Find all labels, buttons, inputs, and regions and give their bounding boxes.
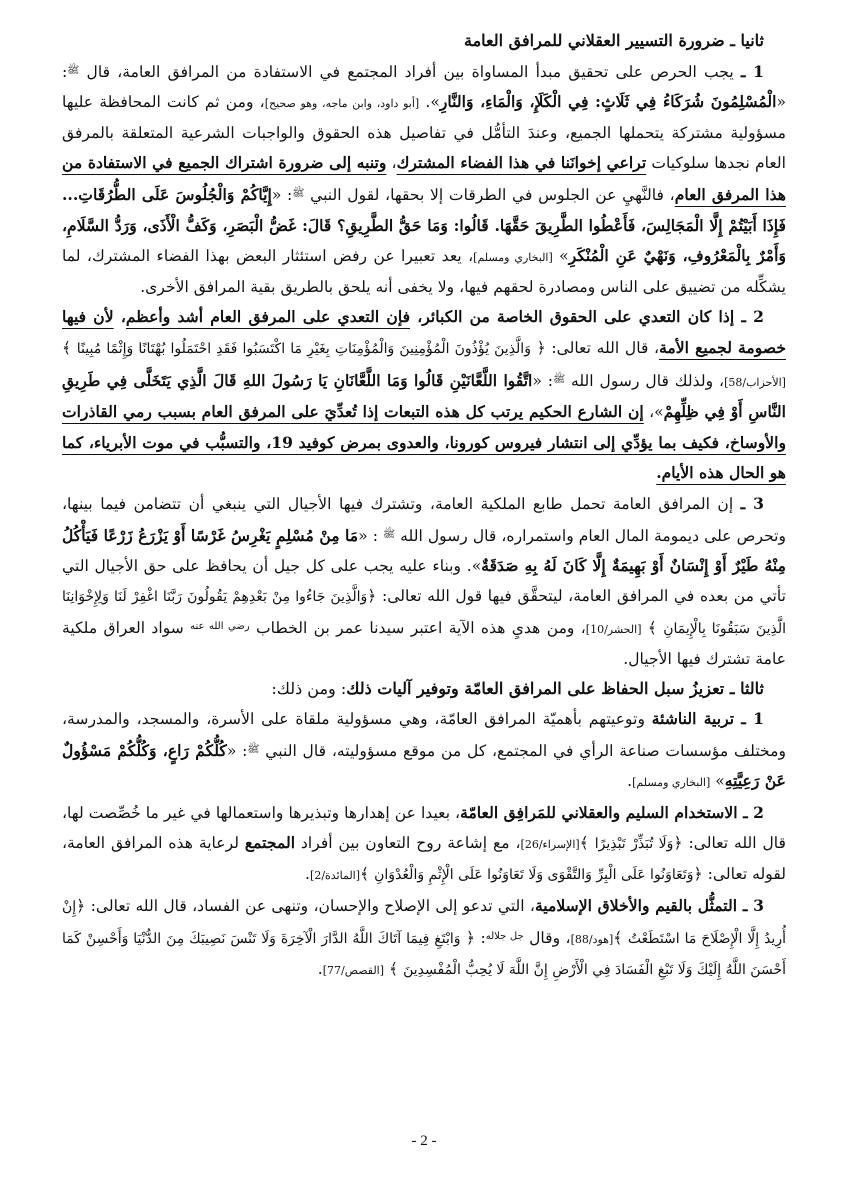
section-heading: ثانيا ـ ضرورة التسيير العقلاني للمرافق العامة — [464, 31, 764, 50]
quran-verse: إِنْ أُرِيدُ إِلَّا الْإِصْلَاحَ مَا اسْتَطَعْتُ — [62, 898, 786, 948]
emphasis-underlined: تراعي إخوانَنا في هذا الفضاء المشترك — [396, 153, 647, 173]
item-number: 1 ـ — [740, 61, 764, 81]
quran-verse: وَلَا تُبَذِّرْ تَبْذِيرًا — [594, 836, 674, 853]
jalla-icon: جل جلاله — [485, 931, 524, 943]
citation: [المائدة/2] — [310, 869, 361, 883]
salla-icon: ﷺ — [553, 373, 566, 385]
citation: [الأحزاب/58] — [724, 375, 786, 389]
citation: [القصص/77] — [322, 963, 385, 977]
quran-verse: وَتَعَاوَنُوا عَلَى الْبِرِّ وَالتَّقْوَى وَلَا تَعَاوَنُوا عَلَى الْإِثْمِ وَالْعُدْوَانِ — [374, 867, 694, 884]
section-three-heading: ثالثا ـ تعزيزُ سبل الحفاظ على المرافق العامّة وتوفير آليات ذلك: ومن ذلك: — [271, 679, 764, 699]
salla-icon: ﷺ — [247, 743, 260, 755]
emphasis-underlined: إن الشارع الحكيم يرتب كل هذه التبعات إذا تُعدِّيَ على المرفق العام بسبب رمي القاذرات والأوساخ، فكيف بما يؤدِّي إلى انتشار فيروس كورونا، والعدوى بمرض كوفيد 19، والتسبُّب في موت الأبرياء، كما هو الحال هذه الأيام. — [62, 402, 786, 483]
emphasis-underlined: لأن فيها خصومة لجميع الأمة — [62, 307, 786, 357]
paragraph-transgression: 2 ـ إذا كان التعدي على الحقوق الخاصة من الكبائر، فإن التعدي على المرفق العام أشد وأعظم، لأن فيها خصومة لجميع الأمة، قال الله تعالى: ﴿ وَالَّذِينَ يُؤْذُونَ الْمُؤْمِنِينَ وَالْمُؤْمِنَاتِ بِغَيْرِ مَا اكْتَسَبُوا فَقَدِ احْتَمَلُوا بُهْتَانًا وَإِثْمًا مُبِينًا ﴾ [الأحزاب/58]، ولذلك قال رسول الله $^ﷺ$: «اتَّقُوا اللَّعَّانَيْنِ قَالُوا وَمَا اللَّعَّانَانِ يَا رَسُولَ اللهِ قَالَ الَّذِي يَتَخَلَّى فِي طَرِيقِ النَّاسِ أَوْ فِي ظِلِّهِمْ»، إن الشارع الحكيم يرتب كل هذه التبعات إذا تُعدِّيَ على المرفق العام بسبب رمي القاذرات والأوساخ، فكيف بما يؤدِّي إلى انتشار فيروس كورونا، والعدوى بمرض كوفيد 19، والتسبُّب في موت الأبرياء، كما هو الحال هذه الأيام. — [62, 307, 786, 483]
citation: [أبو داود، وابن ماجه، وهو صحيح] — [264, 97, 420, 111]
citation: [البخاري ومسلم] — [473, 251, 553, 265]
emphasis-underlined: فإن التعدي على المرفق العام أشد وأعظم — [125, 307, 411, 327]
citation: [الحشر/10] — [585, 623, 642, 637]
page-number: - 2 - — [411, 1133, 437, 1149]
citation: [الإسراء/26] — [520, 838, 580, 852]
paragraph-values: 3 ـ التمثُّل بالقيم والأخلاق الإسلامية، التي تدعو إلى الإصلاح والإحسان، وتنهى عن الفساد، قال الله تعالى: ﴿إِنْ أُرِيدُ إِلَّا الْإِصْلَاحَ مَا اسْتَطَعْتُ ﴾[هود/88]، وقال $^{جل جلاله}$: ﴿ وَابْتَغِ فِيمَا آتَاكَ اللَّهُ الدَّارَ الْآخِرَةَ وَلَا تَنْسَ نَصِيبَكَ مِنَ الدُّنْيَا وَأَحْسِنْ كَمَا أَحْسَنَ اللَّهُ إِلَيْكَ وَلَا تَبْغِ الْفَسَادَ فِي الْأَرْضِ إِنَّ اللَّهَ لَا يُحِبُّ الْمُفْسِدِينَ ﴾ [القصص/77]. — [62, 895, 786, 978]
quran-verse: وَالَّذِينَ جَاءُوا مِنْ بَعْدِهِمْ يَقُولُونَ رَبَّنَا اغْفِرْ لَنَا وَلِإِخْوَانِنَا الَّذِينَ سَبَقُونَا بِالْإِيمَانِ — [62, 588, 786, 638]
page-content — [62, 26, 786, 985]
salla-icon: ﷺ — [292, 187, 305, 199]
citation: [البخاري ومسلم] — [632, 776, 711, 790]
paragraph-education: 1 ـ تربية الناشئة وتوعيتهم بأهميّة المرافق العامّة، وهي مسؤولية ملقاة على الأسرة، والمسجد، والمدرسة، ومختلف مؤسسات صناعة الرأي في المجتمع، كل من موقع مسؤوليته، قال النبي $^ﷺ$: «كُلُّكُمْ رَاعٍ، وَكُلُّكُمْ مَسْؤُولٌ عَنْ رَعِيَّتِهِ» [البخاري ومسلم]. — [62, 709, 786, 791]
hadith-text: كُلُّكُمْ رَاعٍ، وَكُلُّكُمْ مَسْؤُولٌ عَنْ رَعِيَّتِهِ — [62, 740, 786, 791]
quran-verse: وَابْتَغِ فِيمَا آتَاكَ اللَّهُ الدَّارَ الْآخِرَةَ وَلَا تَنْسَ نَصِيبَكَ مِنَ الدُّنْيَا وَأَحْسِنْ كَمَا أَحْسَنَ اللَّهُ إِلَيْكَ وَلَا تَبْغِ الْفَسَادَ فِي الْأَرْضِ إِنَّ اللَّهَ لَا يُحِبُّ الْمُفْسِدِينَ — [62, 931, 786, 978]
citation: [هود/88] — [570, 933, 614, 947]
item-number: 3 ـ — [740, 493, 764, 513]
radi-icon: رضي الله عنه — [190, 621, 250, 633]
salla-icon: ﷺ — [67, 64, 80, 76]
paragraph-generations: 3 ـ إن المرافق العامة تحمل طابع الملكية العامة، وتشترك فيها الأجيال التي ينبغي أن تتضامن فيما بينها، وتحرص على ديمومة المال العام واستمراره، قال رسول الله $^ﷺ$ : «مَا مِنْ مُسْلِمٍ يَغْرِسُ غَرْسًا أَوْ يَزْرَعُ زَرْعًا فَيَأْكُلُ مِنْهُ طَيْرٌ أَوْ إِنْسَانٌ أَوْ بَهِيمَةٌ إِلَّا كَانَ لَهُ بِهِ صَدَقَةٌ». وبناء عليه يجب على كل جيل أن يحافظ على حق الأجيال التي تأتي من بعده في المرافق العامة، ليتحقَّق فيها قول الله تعالى: ﴿وَالَّذِينَ جَاءُوا مِنْ بَعْدِهِمْ يَقُولُونَ رَبَّنَا اغْفِرْ لَنَا وَلِإِخْوَانِنَا الَّذِينَ سَبَقُونَا بِالْإِيمَانِ ﴾ [الحشر/10]، ومن هديِ هذه الآية اعتبر سيدنا عمر بن الخطاب $^{رضي الله عنه}$ سواد العراق ملكية عامة تشترك فيها الأجيال. — [62, 493, 787, 668]
quran-verse: وَالَّذِينَ يُؤْذُونَ الْمُؤْمِنِينَ وَالْمُؤْمِنَاتِ بِغَيْرِ مَا اكْتَسَبُوا فَقَدِ احْتَمَلُوا بُهْتَانًا وَإِثْمًا مُبِينًا — [76, 340, 531, 357]
hadith-text: مَا مِنْ مُسْلِمٍ يَغْرِسُ غَرْسًا أَوْ يَزْرَعُ زَرْعًا فَيَأْكُلُ مِنْهُ طَيْرٌ أَوْ إِنْسَانٌ أَوْ بَهِيمَةٌ إِلَّا كَانَ لَهُ بِهِ صَدَقَةٌ — [62, 525, 786, 576]
emphasis-underlined: وتنبه إلى ضرورة اشتراك الجميع في الاستفادة من هذا المرفق العام — [62, 153, 786, 204]
hadith-text: اتَّقُوا اللَّعَّانَيْنِ قَالُوا وَمَا اللَّعَّانَانِ يَا رَسُولَ اللهِ قَالَ الَّذِي يَتَخَلَّى فِي طَرِيقِ النَّاسِ أَوْ فِي ظِلِّهِمْ — [62, 370, 786, 422]
hadith-text: إِيَّاكُمْ وَالْجُلُوسَ عَلَى الطُّرُقَاتِ... فَإِذَا أَبَيْتُمْ إِلَّا الْمَجَالِسَ، فَأَعْطُوا الطَّرِيقَ حَقَّهَا. قَالُوا: وَمَا حَقُّ الطَّرِيقِ؟ قَالَ: غَضُّ الْبَصَرِ، وَكَفُّ الْأَذَى، وَرَدُّ السَّلَامِ، وَأَمْرٌ بِالْمَعْرُوفِ، وَنَهْيٌ عَنِ الْمُنْكَرِ — [62, 184, 787, 266]
paragraph-equality: 1 ـ يجب الحرص على تحقيق مبدأ المساواة بين أفراد المجتمع في الاستفادة من المرافق العامة، قال $^ﷺ$: «الْمُسْلِمُونَ شُرَكَاءُ فِي ثَلَاثٍ: فِي الْكَلَإِ، وَالْمَاءِ، وَالنَّارِ». [أبو داود، وابن ماجه، وهو صحيح]، ومن ثم كانت المحافظة عليها مسؤولية مشتركة يتحملها الجميع، وعندَ التأمُّل في تفاصيل هذه الحقوق والواجبات الشرعية المتعلقة بالمرفق العام نجدها سلوكيات تراعي إخوانَنا في هذا الفضاء المشترك، وتنبه إلى ضرورة اشتراك الجميع في الاستفادة من هذا المرفق العام، فالنَّهيِ عن الجلوس في الطرقات إلا بحقها، لقول النبي $^ﷺ$: «إِيَّاكُمْ وَالْجُلُوسَ عَلَى الطُّرُقَاتِ... فَإِذَا أَبَيْتُمْ إِلَّا الْمَجَالِسَ، فَأَعْطُوا الطَّرِيقَ حَقَّهَا. قَالُوا: وَمَا حَقُّ الطَّرِيقِ؟ قَالَ: غَضُّ الْبَصَرِ، وَكَفُّ الْأَذَى، وَرَدُّ السَّلَامِ، وَأَمْرٌ بِالْمَعْرُوفِ، وَنَهْيٌ عَنِ الْمُنْكَرِ» [البخاري ومسلم]، يعد تعبيرا عن رفض استئثار البعض بهذا الفضاء المشترك، لما يشكِّله من تضييق على الناس ومصادرة لحقهم فيها، ولا يخفى أنه يلحق بالطريق بقية المرافق الأخرى. — [62, 61, 787, 296]
hadith-text: الْمُسْلِمُونَ شُرَكَاءُ فِي ثَلَاثٍ: فِي الْكَلَإِ، وَالْمَاءِ، وَالنَّارِ — [439, 92, 777, 112]
paragraph-rational-use: 2 ـ الاستخدام السليم والعقلاني للمَرافِق العامّة، بعيدا عن إهدارها وتبذيرها واستعمالها في غير ما خُصِّصت لها، قال الله تعالى: ﴿وَلَا تُبَذِّرْ تَبْذِيرًا ﴾[الإسراء/26]، مع إشاعة روح التعاون بين أفراد المجتمع لرعاية هذه المرافق العامة، لقوله تعالى: ﴿وَتَعَاوَنُوا عَلَى الْبِرِّ وَالتَّقْوَى وَلَا تَعَاوَنُوا عَلَى الْإِثْمِ وَالْعُدْوَانِ ﴾[المائدة/2]. — [62, 802, 787, 884]
salla-icon: ﷺ — [383, 528, 396, 540]
